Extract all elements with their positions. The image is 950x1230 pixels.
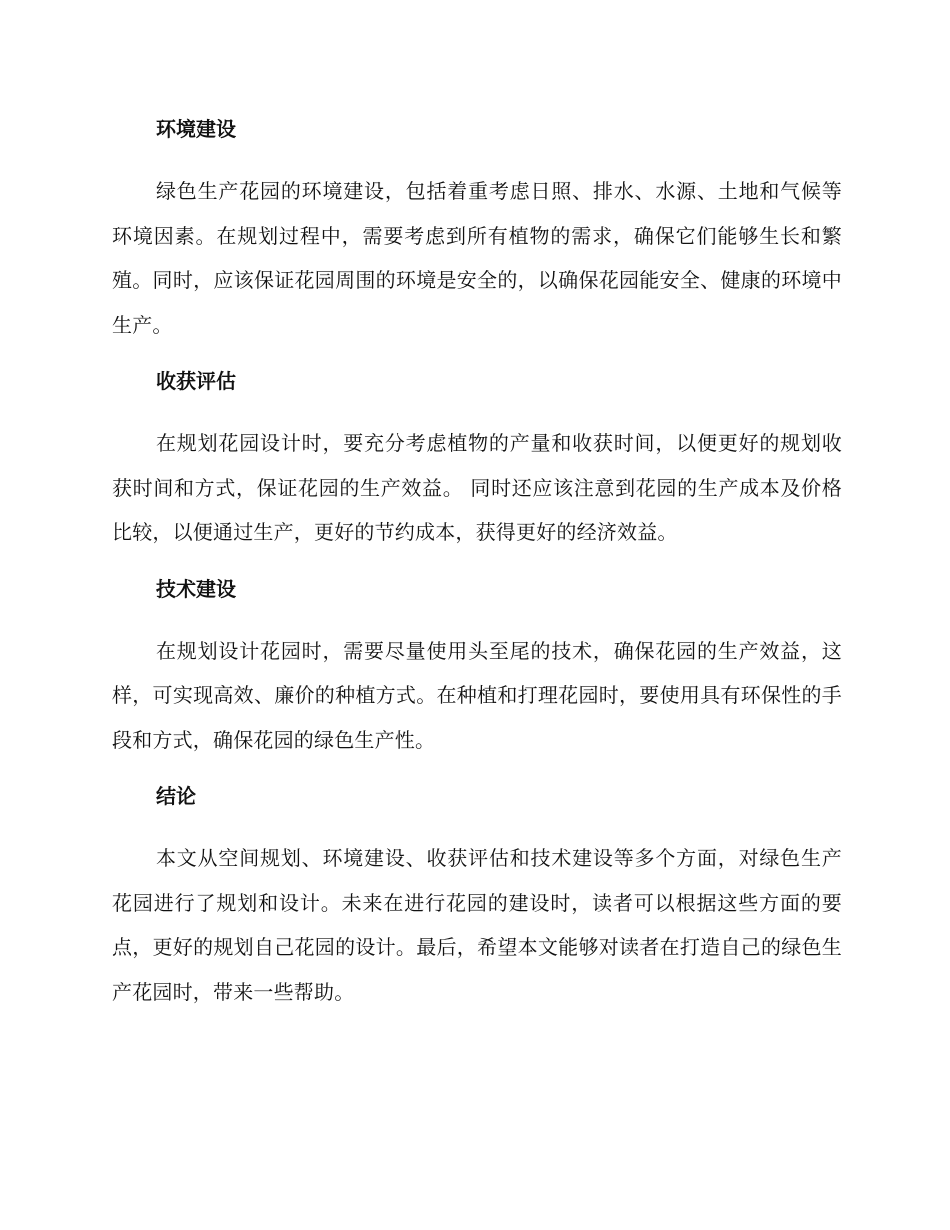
section-heading-technology: 技术建设 bbox=[156, 576, 236, 601]
section-heading-harvest: 收获评估 bbox=[156, 369, 236, 393]
section-heading-environment: 环境建设 bbox=[156, 117, 236, 141]
section-heading-conclusion: 结论 bbox=[156, 784, 196, 808]
document-body bbox=[112, 111, 842, 1030]
section-paragraph-technology: 在规划设计花园时，需要尽量使用头至尾的技术，确保花园的生产效益，这样，可实现高效、廉价的种植方式。在种植和打理花园时，要使用具有环保性的手段和方式，确保花园的绿色生产性。 bbox=[112, 638, 842, 752]
section-paragraph-conclusion: 本文从空间规划、环境建设、收获评估和技术建设等多个方面，对绿色生产花园进行了规划和设计。未来在进行花园的建设时，读者可以根据这些方面的要点，更好的规划自己花园的设计。最后，希望本文能够对读者在打造自己的绿色生产花园时，带来一些帮助。 bbox=[112, 846, 842, 1004]
section-paragraph-environment: 绿色生产花园的环境建设，包括着重考虑日照、排水、水源、土地和气候等环境因素。在规划过程中，需要考虑到所有植物的需求，确保它们能够生长和繁殖。同时，应该保证花园周围的环境是安全的，以确保花园能安全、健康的环境中生产。 bbox=[112, 179, 842, 337]
section-paragraph-harvest: 在规划花园设计时，要充分考虑植物的产量和收获时间，以便更好的规划收获时间和方式，保证花园的生产效益。 同时还应该注意到花园的生产成本及价格比较，以便通过生产，更好的节约成本，获得更好的经济效益。 bbox=[112, 431, 842, 544]
